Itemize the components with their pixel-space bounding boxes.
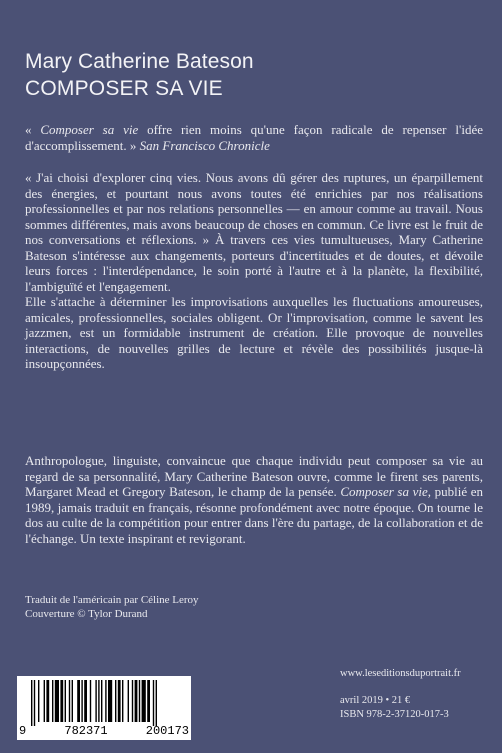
credits — [25, 593, 199, 621]
barcode-bars — [17, 676, 191, 726]
isbn-barcode — [17, 676, 191, 740]
barcode-bar — [139, 680, 140, 722]
barcode-bar — [55, 680, 59, 722]
publisher-info — [340, 667, 485, 723]
isbn-number: ISBN 978-2-37120-017-3 — [340, 709, 449, 720]
barcode-bar — [101, 680, 102, 722]
barcode-bar — [81, 680, 82, 722]
barcode-bar — [72, 680, 73, 722]
barcode-bar — [69, 680, 70, 722]
barcode-bar — [84, 680, 87, 722]
blurb2-book-title: Composer sa vie — [340, 484, 428, 499]
blurb-paragraph-1 — [25, 170, 483, 372]
press-quote — [25, 122, 483, 153]
cover-credit: Couverture © Tylor Durand — [25, 608, 148, 620]
barcode-bar — [118, 680, 121, 722]
barcode-bar — [108, 680, 112, 722]
barcode-bar — [77, 680, 80, 722]
barcode-digit-group: 782371 — [64, 724, 108, 738]
barcode-digit-group: 9 — [19, 724, 27, 738]
barcode-bar — [34, 680, 35, 726]
barcode-bar — [142, 680, 146, 722]
barcode-bar — [38, 680, 39, 722]
blurb-paragraph-2 — [25, 453, 483, 546]
blurb-text-a: « J'ai choisi d'explorer cinq vies. Nous avons dû gérer des ruptures, un éparpillement des énergies, et pourtant nous avons toutes été enrichies par nos réalisations professionnelles et par nos relations personnelles — en amour comme au travail. Nous sommes différentes, mais avons beaucoup de choses en commun. Ce livre est le fruit de nos conversations et réflexions. » À travers ces vies tumultueuses, Mary Catherine Bateson s'intéresse aux changements, porteurs d'incertitudes et de doutes, et dévoile leurs forces : l'interdépendance, le soin porté à l'autre et à la planète, la flexibilité, l'ambiguïté et l'engagement. — [25, 170, 483, 294]
quote-source: San Francisco Chronicle — [139, 137, 270, 153]
barcode-digit-group: 200173 — [145, 724, 189, 738]
barcode-bar — [44, 680, 45, 722]
barcode-bar — [31, 680, 32, 726]
barcode-bar — [122, 680, 123, 722]
barcode-bar — [153, 680, 154, 726]
barcode-bar — [135, 680, 138, 722]
blurb-text-b: Elle s'attache à déterminer les improvisations auxquelles les fluctuations amoureuses, amicales, professionnelles, sociales obligent. Or l'improvisation, comme le savent les jazzmen, est un formidable instrument de création. Elle provoque de nouvelles interactions, de nouvelles grilles de lecture et révèle des possibilités jusque-là insoupçonnées. — [25, 294, 483, 371]
barcode-bar — [98, 680, 99, 722]
book-title: COMPOSER SA VIE — [25, 77, 223, 100]
barcode-bar — [128, 680, 129, 722]
author-name: Mary Catherine Bateson — [25, 50, 254, 73]
barcode-bar — [65, 680, 66, 722]
barcode-bar — [60, 680, 63, 722]
barcode-bar — [52, 680, 53, 722]
publisher-website: www.leseditionsduportrait.fr — [340, 668, 461, 679]
date-price: avril 2019 • 21 € — [340, 694, 411, 706]
blurb2-text-b: , publié en 1989, jamais traduit en français, résonne profondément avec notre époque. On tourne le dos au culte de la compétition pour entrer dans l'ère du partage, de la collaboration et de l'échange. Un texte inspirant et revigorant. — [25, 484, 484, 546]
barcode-digits — [19, 724, 189, 738]
barcode-bar — [90, 680, 91, 722]
barcode-bar — [156, 680, 157, 726]
barcode-bar — [132, 680, 133, 722]
barcode-bar — [105, 680, 106, 722]
quote-book-title: Composer sa vie — [40, 122, 139, 137]
barcode-bar — [46, 680, 49, 722]
quote-open: « — [25, 122, 41, 137]
translation-credit: Traduit de l'américain par Céline Leroy — [25, 594, 199, 606]
barcode-bar — [115, 680, 116, 722]
blurb2-text-a: Anthropologue, linguiste, convaincue que chaque individu peut composer sa vie au regard de sa personnalité, Mary Catherine Bateson ouvre, comme le firent ses parents, Margaret Mead et Gregory Bateson, le champ de la pensée. — [25, 453, 483, 499]
barcode-bar — [95, 680, 96, 722]
barcode-bar — [147, 680, 150, 722]
quote-text: offre rien moins qu'une façon radicale de repenser l'idée d'accomplissement. » — [25, 122, 483, 153]
